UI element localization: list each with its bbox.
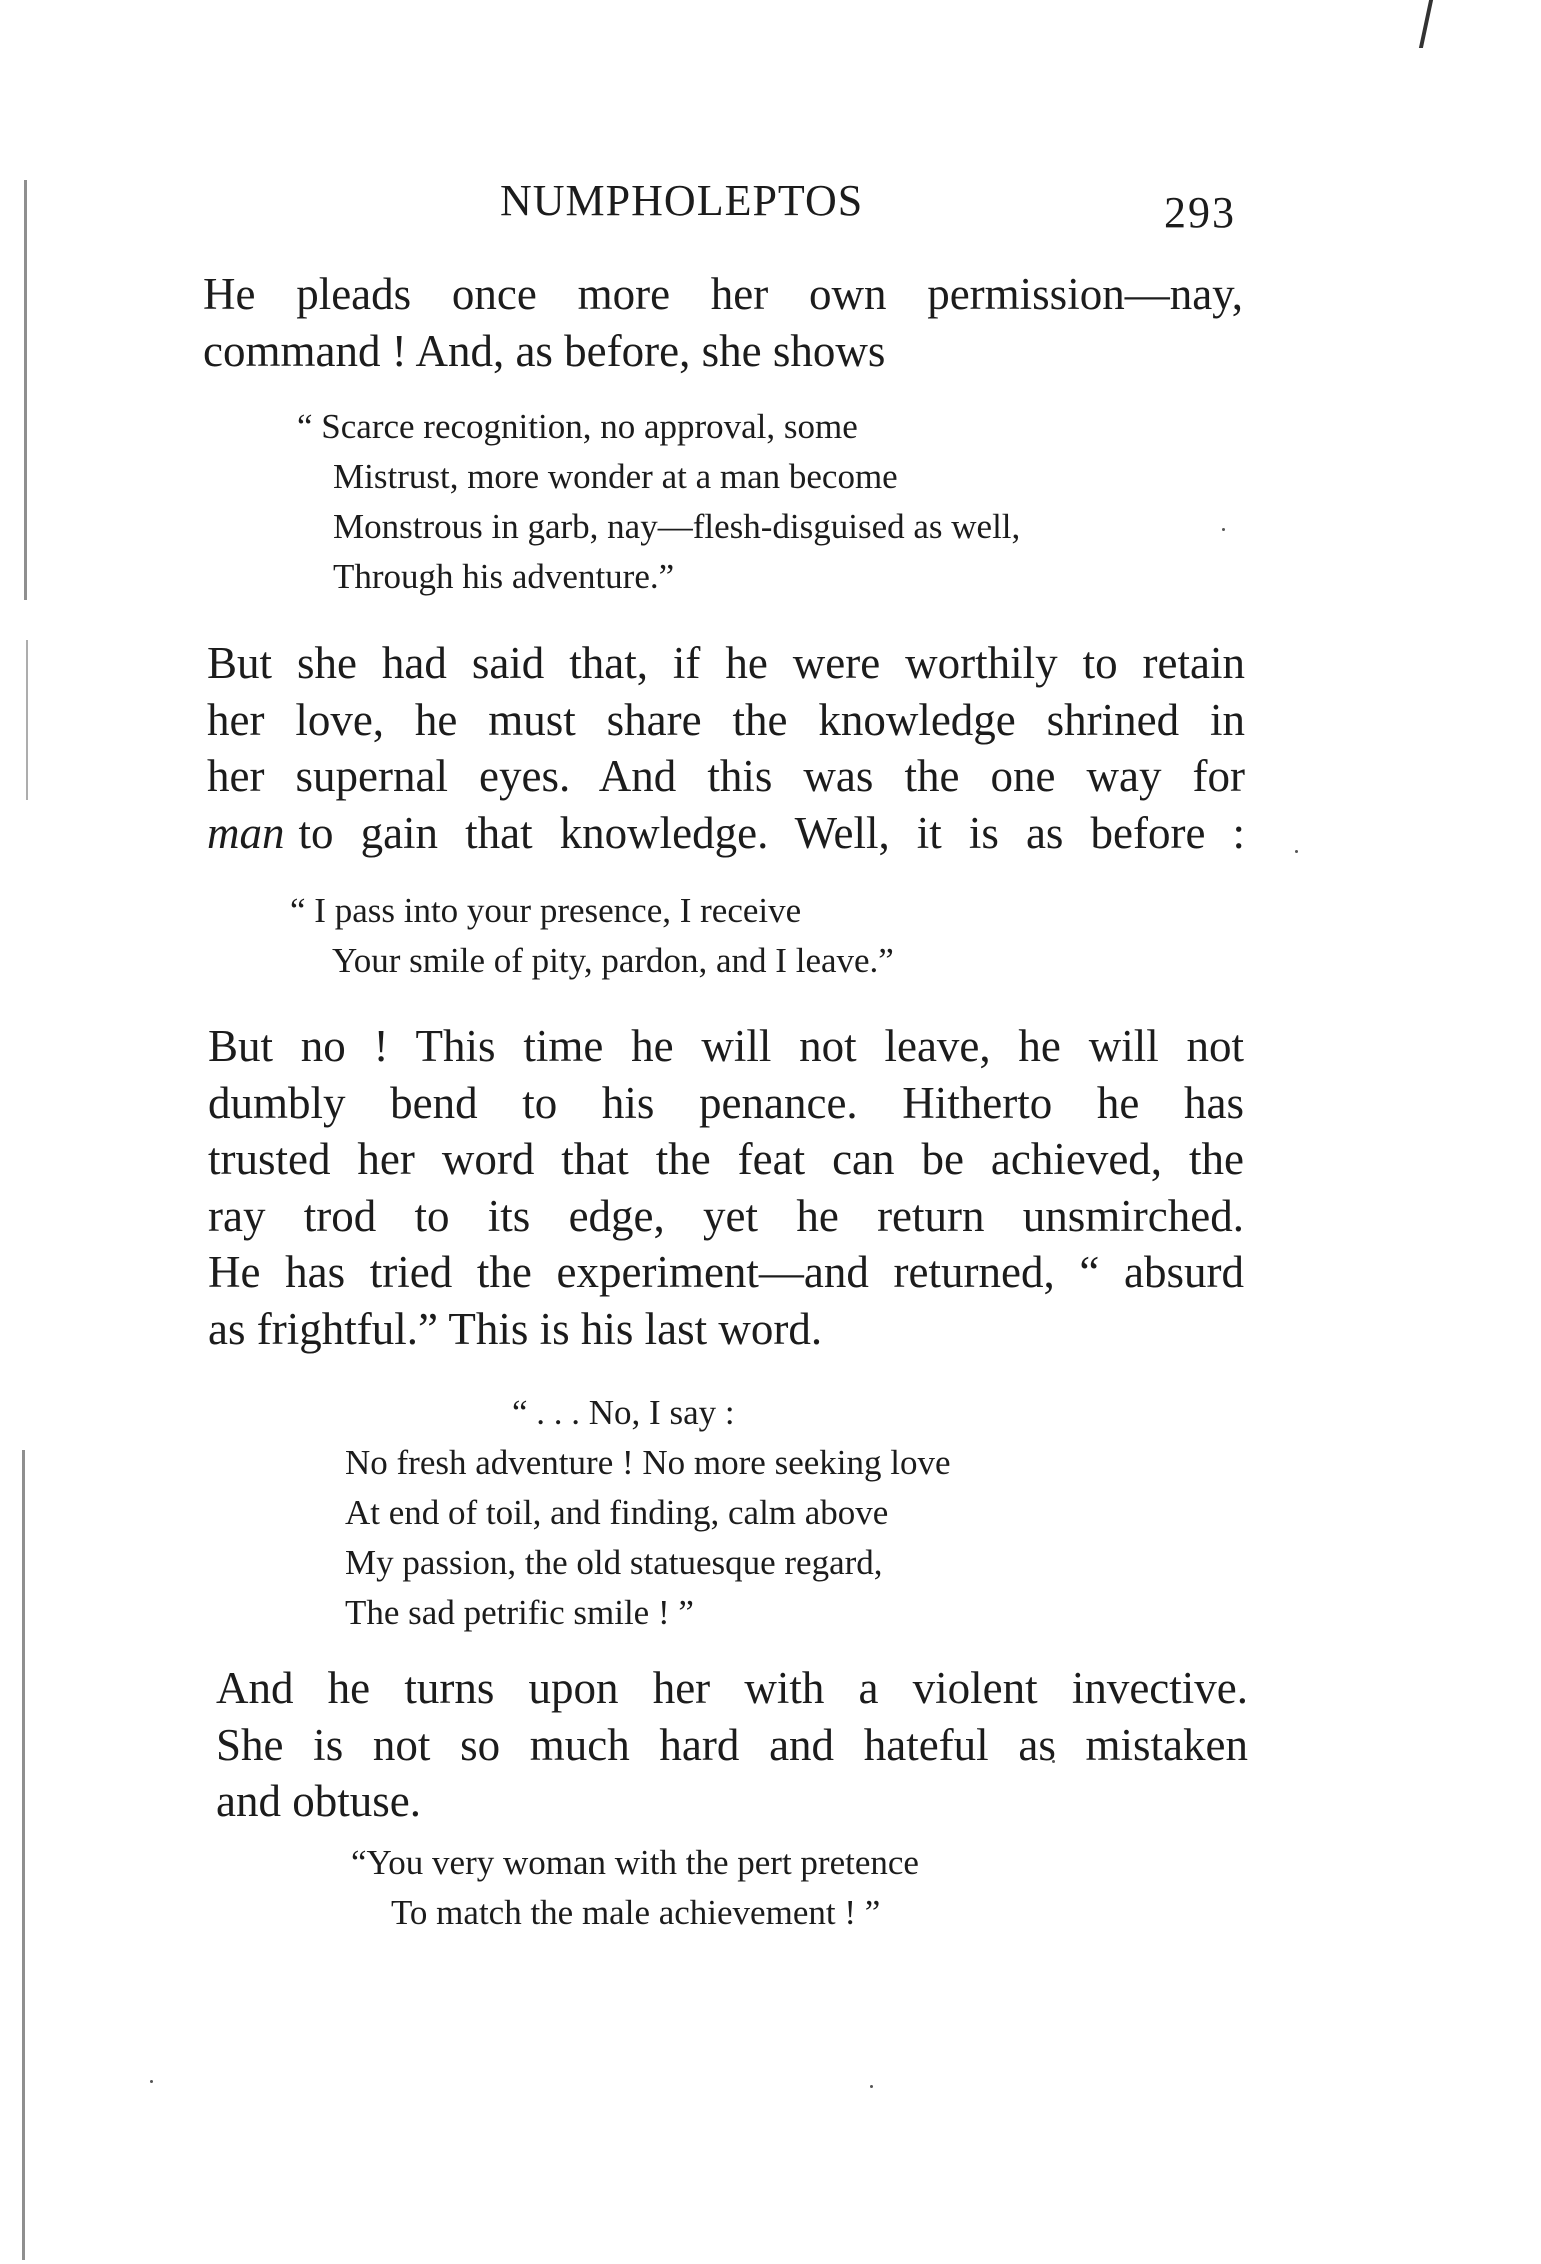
verse-line: My passion, the old statuesque regard, <box>345 1543 883 1582</box>
scan-edge-mark-middle <box>26 640 28 800</box>
text-line: her love, he must share the knowledge shrined in <box>207 694 1245 745</box>
text-line: command ! And, as before, she shows <box>203 325 886 376</box>
text-line: But no ! This time he will not leave, he will not <box>208 1021 1244 1071</box>
paragraph-2 <box>207 635 1245 861</box>
verse-line: “ I pass into your presence, I receive <box>290 891 802 930</box>
italic-word: man <box>207 807 285 858</box>
paragraph-4 <box>216 1660 1248 1830</box>
paragraph-1 <box>203 266 1243 379</box>
text-line: He pleads once more her own permission—nay, <box>203 269 1243 319</box>
verse-quote-2 <box>290 886 894 986</box>
text-line: dumbly bend to his penance. Hitherto he has <box>208 1077 1244 1128</box>
verse-quote-1 <box>297 402 1020 602</box>
text-line: And he turns upon her with a violent invective. <box>216 1663 1248 1713</box>
scan-corner-mark <box>1419 0 1433 48</box>
verse-line: Through his adventure.” <box>333 557 675 596</box>
verse-line: “You very woman with the pert pretence <box>351 1843 919 1882</box>
text-line: But she had said that, if he were worthily to retain <box>207 638 1245 688</box>
scan-dot <box>150 2080 153 2083</box>
page-number: 293 <box>1164 188 1236 237</box>
text-line: She is not so much hard and hateful as mistaken <box>216 1719 1248 1770</box>
verse-line: Your smile of pity, pardon, and I leave.” <box>332 941 894 980</box>
running-header-title: NUMPHOLEPTOS <box>500 176 864 225</box>
verse-quote-3 <box>345 1388 951 1638</box>
text-line: her supernal eyes. And this was the one way for <box>207 751 1245 801</box>
verse-line: To match the male achievement ! ” <box>391 1893 881 1932</box>
verse-line: No fresh adventure ! No more seeking love <box>345 1443 951 1482</box>
verse-line: Mistrust, more wonder at a man become <box>333 457 898 496</box>
scan-edge-mark-bottom <box>22 1450 25 2260</box>
text-line-with-italic <box>207 805 1245 862</box>
verse-line: The sad petrific smile ! ” <box>345 1593 694 1632</box>
text-line: trusted her word that the feat can be achieved, the <box>208 1134 1244 1184</box>
scan-dot <box>1295 850 1298 853</box>
verse-line: Monstrous in garb, nay—flesh-disguised as well, <box>333 507 1021 546</box>
verse-line: At end of toil, and finding, calm above <box>345 1493 889 1532</box>
text-line: as frightful.” This is his last word. <box>208 1303 823 1354</box>
scan-edge-mark-top <box>24 180 27 600</box>
text-line: He has tried the experiment—and returned, “ absurd <box>208 1247 1244 1297</box>
text-line: and obtuse. <box>216 1776 421 1826</box>
paragraph-3 <box>208 1018 1244 1357</box>
verse-line: “ Scarce recognition, no approval, some <box>297 407 858 446</box>
text-line: to gain that knowledge. Well, it is as before : <box>298 807 1245 858</box>
scan-dot <box>870 2085 873 2088</box>
scan-dot <box>1222 528 1225 531</box>
verse-line: “ . . . No, I say : <box>512 1393 735 1432</box>
verse-quote-4 <box>351 1838 919 1938</box>
text-line: ray trod to its edge, yet he return unsmirched. <box>208 1190 1244 1241</box>
